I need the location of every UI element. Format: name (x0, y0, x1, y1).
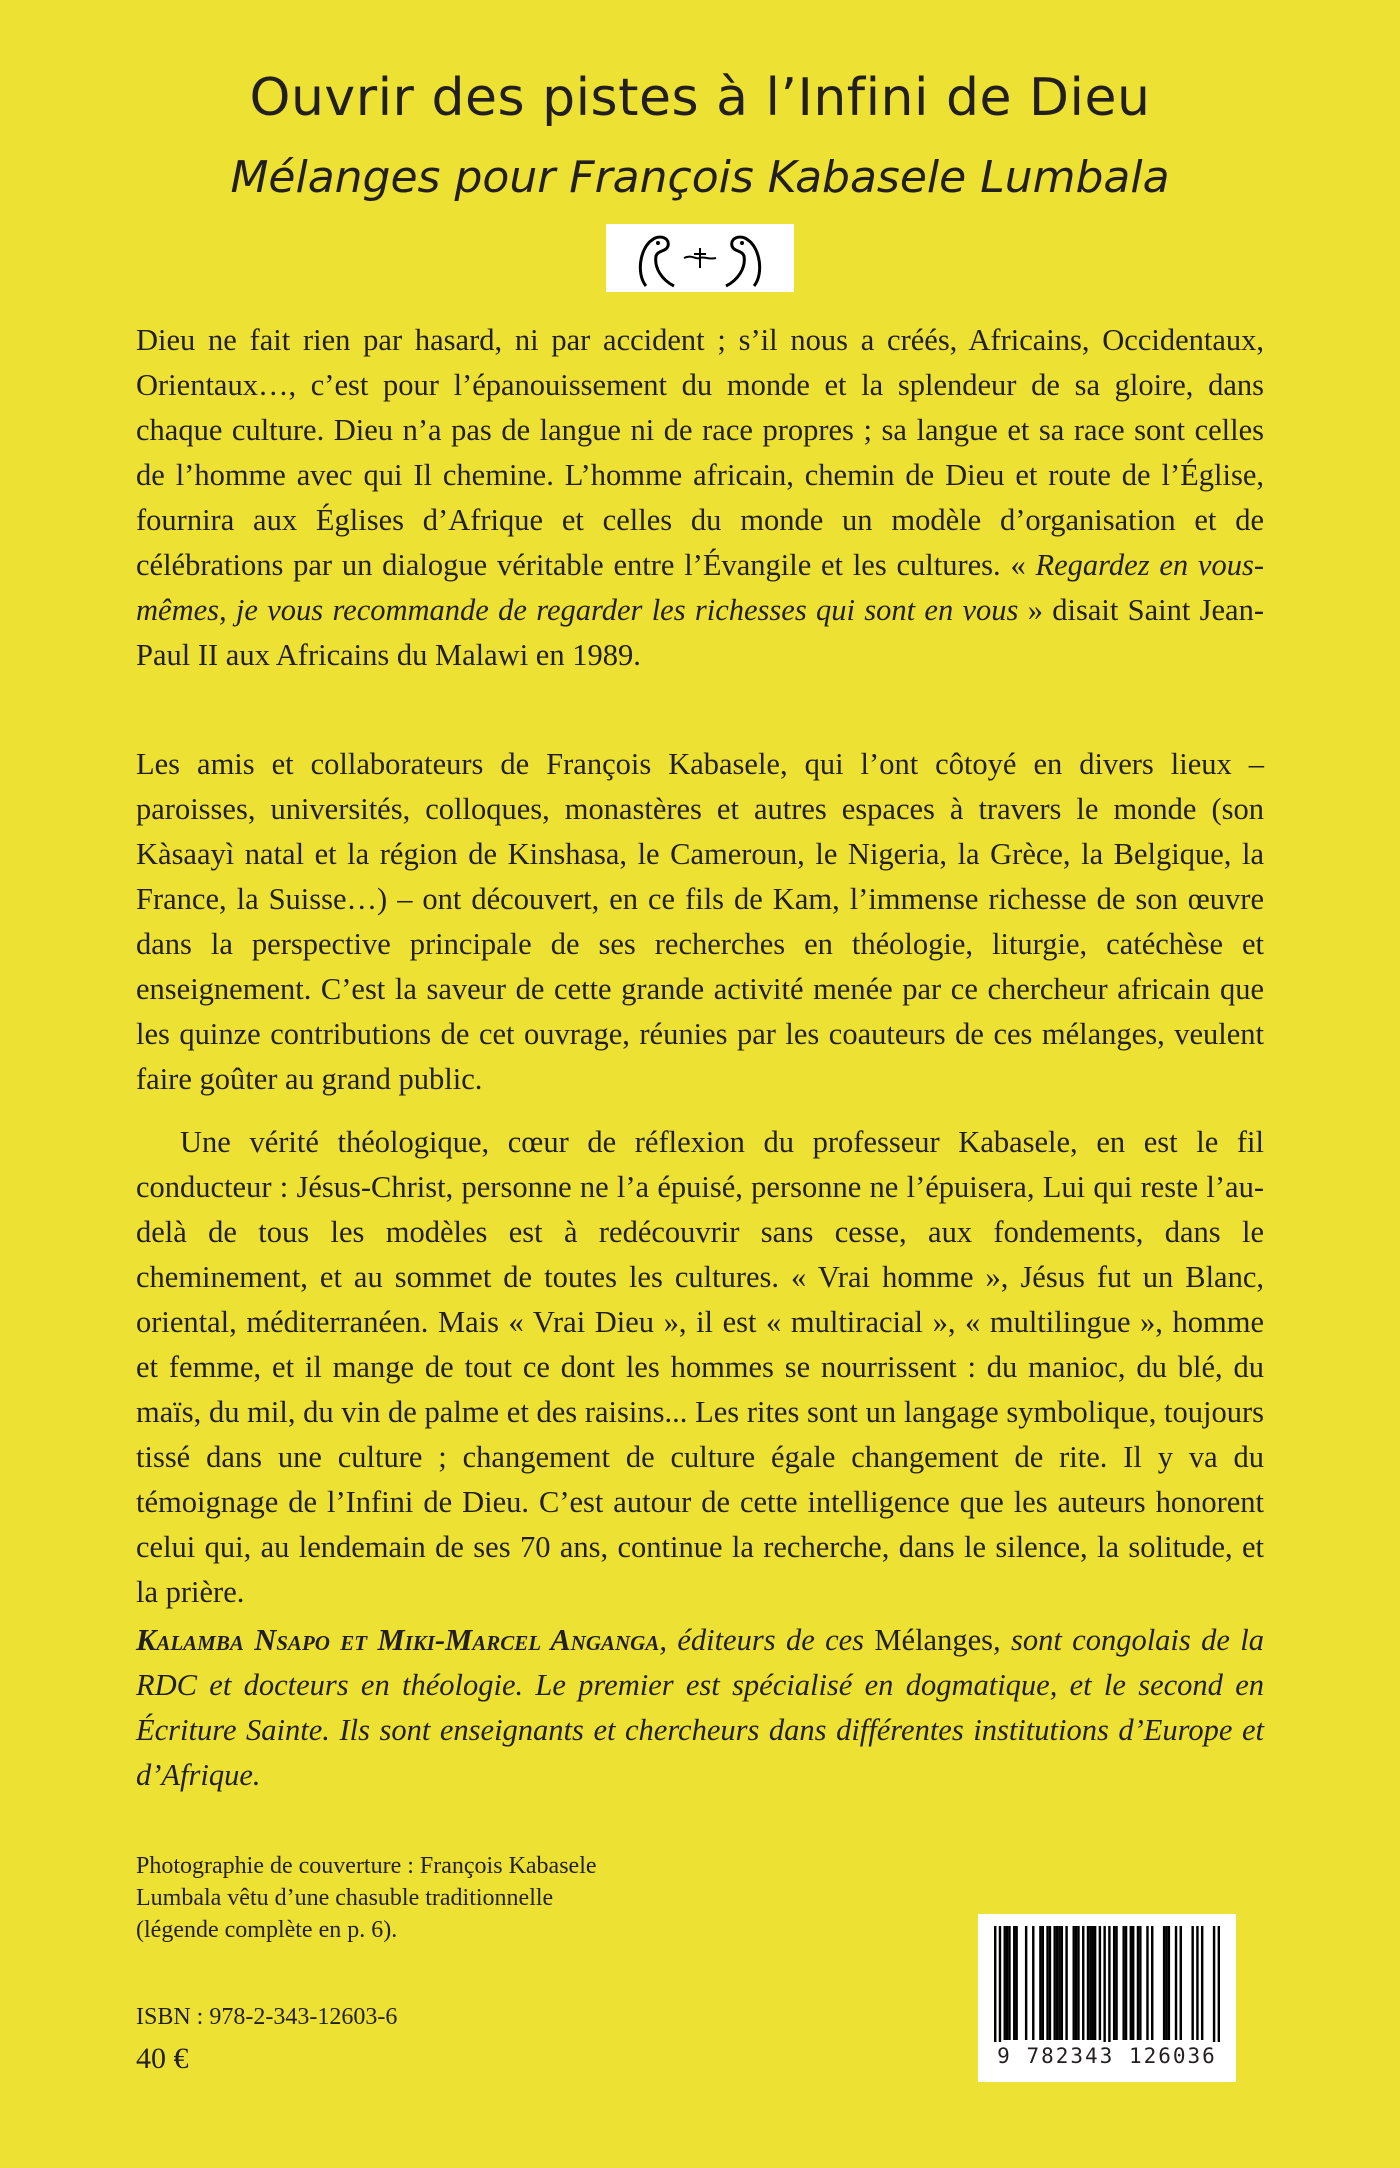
barcode-bar (1087, 1926, 1089, 2040)
barcode-bar (1191, 1926, 1193, 2040)
work-title: Mélanges (874, 1623, 993, 1657)
barcode-bar (1015, 1926, 1017, 2040)
barcode-bar (1137, 1926, 1139, 2040)
barcode-bar (1049, 1926, 1051, 2040)
barcode-bar (1061, 1926, 1063, 2040)
barcode-bar (1075, 1926, 1077, 2040)
barcode-bar (1042, 1926, 1044, 2040)
barcode-bar (1099, 1926, 1101, 2040)
barcode-bar (1008, 1926, 1010, 2040)
authors-bio: Kalamba Nsapo et Miki-Marcel Anganga, éditeurs de ces Mélanges, sont congolais de la RDC et docteurs en théologie. Le premier est spécialisé en dogmatique, et le second en Écriture Sainte. Ils sont enseignants et chercheurs dans différentes institutions d’Europe et d’Afrique. (136, 1623, 1265, 1792)
barcode-bar (1094, 1926, 1096, 2040)
barcode-bar (1201, 1926, 1203, 2040)
barcode-bar (1058, 1926, 1060, 2040)
barcode-bar (1165, 1926, 1167, 2040)
description-paragraph-2: Les amis et collaborateurs de François Kabasele, qui l’ont côtoyé en divers lieux – paroisses, universités, colloques, monastères et autres espaces à travers le monde (son Kàsaayì natal et la région de Kinshasa, le Cameroun, le Nigeria, la Grèce, la Belgique, la France, la Suisse…) – ont découvert, en ce fils de Kam, l’immense richesse de son œuvre dans la perspective principale de ses recherches en théologie, liturgie, catéchèse et enseignement. C’est la saveur de cette grande activité menée par ce chercheur africain que les quinze contributions de cet ouvrage, réunies par les coauteurs de ces mélanges, veulent faire goûter au grand public. (136, 747, 1264, 1096)
book-title: Ouvrir des pistes à l’Infini de Dieu (249, 68, 1151, 128)
barcode-bar (1032, 1926, 1034, 2040)
barcode-bar (1077, 1926, 1079, 2040)
barcode-bar (1125, 1926, 1127, 2040)
barcode-bar (1115, 1926, 1117, 2040)
barcode-bar (1073, 1926, 1075, 2040)
isbn: ISBN : 978-2-343-12603-6 (136, 2004, 398, 2030)
barcode-bar (994, 1926, 996, 2042)
barcode-bar (1139, 1926, 1141, 2040)
barcode-bar (1163, 1926, 1165, 2040)
barcode-digits: 9 782343 126036 (997, 2044, 1217, 2068)
barcode-bar (1218, 1926, 1220, 2042)
barcode-bar (1132, 1926, 1134, 2040)
two-birds-emblem-icon (606, 224, 794, 292)
barcode-bar (1151, 1926, 1153, 2040)
description-paragraph-3: Une vérité théologique, cœur de réflexion du professeur Kabasele, en est le fil conducteur : Jésus-Christ, personne ne l’a épuisé, personne ne l’épuisera, Lui qui reste l’au-delà de tous les modèles est à redécouvrir sans cesse, aux fondements, dans le cheminement, et au sommet de toutes les cultures. « Vrai homme », Jésus fut un Blanc, oriental, méditerranéen. Mais « Vrai Dieu », il est « multiracial », « multilingue », homme et femme, et il mange de tout ce dont les hommes se nourrissent : du manioc, du blé, du maïs, du mil, du vin de palme et des raisins... Les rites sont un langage symbolique, toujours tissé dans une culture ; changement de culture égale changement de rite. Il y va du témoignage de l’Infini de Dieu. C’est autour de cette intelligence que les auteurs honorent celui qui, au lendemain de ses 70 ans, continue la recherche, dans le silence, la solitude, et la prière. (136, 1125, 1264, 1609)
barcode-bar (1196, 1926, 1198, 2040)
barcode-bar (1168, 1926, 1170, 2040)
barcode-bars (994, 1926, 1220, 2042)
book-subtitle: Mélanges pour François Kabasele Lumbala (230, 152, 1170, 203)
barcode-bar (1122, 1926, 1124, 2040)
barcode-bar (1130, 1926, 1132, 2040)
barcode-bar (1108, 1926, 1110, 2042)
barcode-bar (1056, 1926, 1058, 2040)
barcode-bar (1089, 1926, 1091, 2040)
barcode-bar (1180, 1926, 1182, 2040)
barcode-bar (1082, 1926, 1084, 2040)
barcode-bar (1046, 1926, 1048, 2040)
barcode-bar (1175, 1926, 1177, 2040)
barcode-bar (1213, 1926, 1215, 2042)
barcode-bar (1092, 1926, 1094, 2040)
barcode-bar (1006, 1926, 1008, 2040)
price: 40 € (136, 2042, 189, 2075)
barcode-bar (1103, 1926, 1105, 2042)
barcode-bar (1025, 1926, 1027, 2040)
barcode-bar (1039, 1926, 1041, 2040)
author-names: Kalamba Nsapo et Miki-Marcel Anganga (136, 1623, 660, 1657)
barcode-bar (1113, 1926, 1115, 2040)
barcode-bar (1053, 1926, 1055, 2040)
photo-caption: Photographie de couverture : François Kabasele Lumbala vêtu d’une chasuble traditionnelle (légende complète en p. 6). (136, 1853, 597, 1943)
description-paragraph-1: Dieu ne fait rien par hasard, ni par accident ; s’il nous a créés, Africains, Occidentaux, Orientaux…, c’est pour l’épanouissement du monde et la splendeur de sa gloire, dans chaque culture. Dieu n’a pas de langue ni de race propres ; sa langue et sa race sont celles de l’homme avec qui Il chemine. L’homme africain, chemin de Dieu et route de l’Église, fournira aux Églises d’Afrique et celles du monde un modèle d’organisation et de célébrations par un dialogue véritable entre l’Évangile et les cultures. « Regardez en vous-mêmes, je vous recommande de regarder les richesses qui sont en vous » disait Saint Jean-Paul II aux Africains du Malawi en 1989. (136, 323, 1264, 672)
barcode-bar (1013, 1926, 1015, 2040)
barcode-bar (1146, 1926, 1148, 2040)
barcode-bar (999, 1926, 1001, 2042)
barcode-bar (1065, 1926, 1067, 2040)
barcode-bar (1004, 1926, 1006, 2040)
pope-quote: Regardez en vous-mêmes, je vous recommande de regarder les richesses qui sont en vous (136, 548, 1264, 627)
barcode (978, 1914, 1236, 2082)
